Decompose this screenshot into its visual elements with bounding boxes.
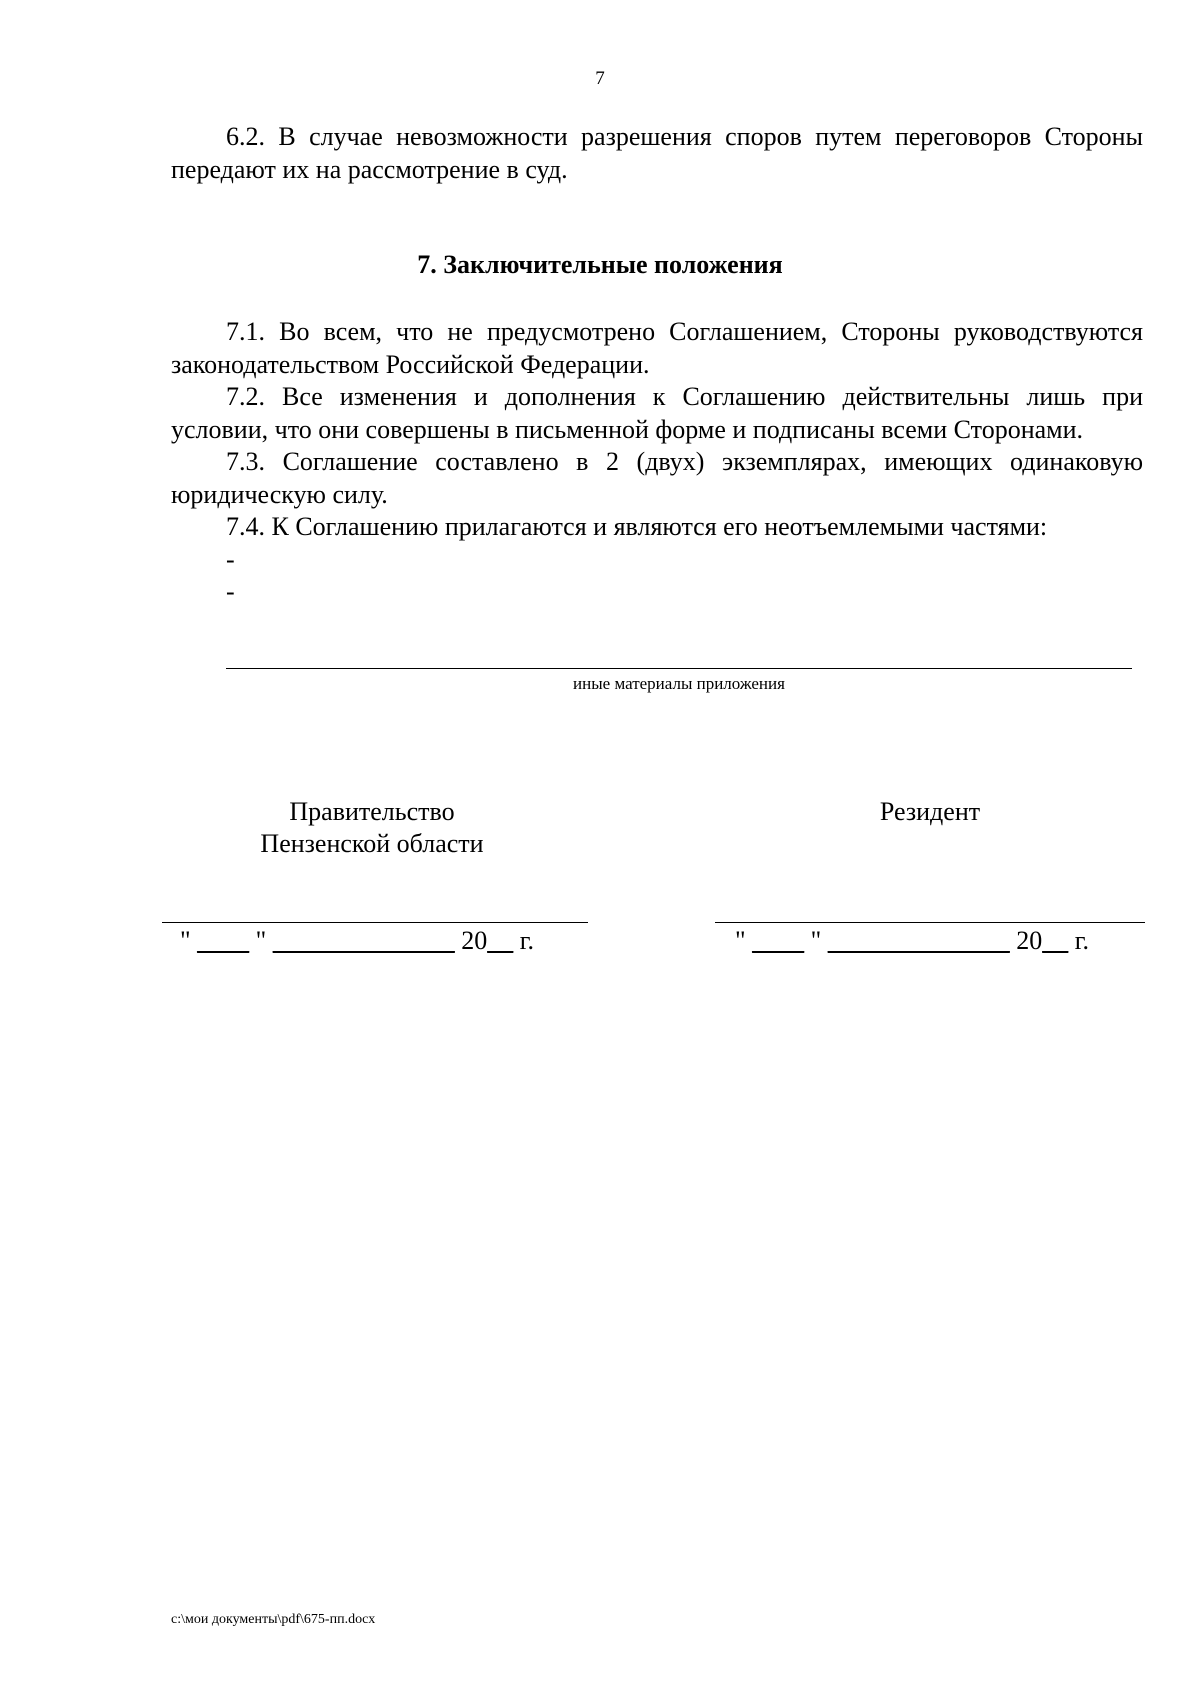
section-7-body xyxy=(171,316,1143,609)
clause-7-3: 7.3. Соглашение составлено в 2 (двух) экземплярах, имеющих одинаковую юридическую силу. xyxy=(171,447,1143,509)
date-month-blank: ______________ xyxy=(272,926,455,955)
party-government xyxy=(212,796,532,860)
date-year-prefix: 20 xyxy=(1016,926,1043,955)
attachment-dash-1: - xyxy=(226,544,235,574)
date-quote-open: " xyxy=(180,926,191,955)
party-government-line1: Правительство xyxy=(289,797,455,826)
clause-6-2-block xyxy=(171,121,1143,186)
date-quote-open: " xyxy=(735,926,746,955)
clause-7-1: 7.1. Во всем, что не предусмотрено Соглашением, Стороны руководствуются законодательством Российской Федерации. xyxy=(171,317,1143,379)
section-7-title: 7. Заключительные положения xyxy=(417,250,783,279)
clause-7-4: 7.4. К Соглашению прилагаются и являются его неотъемлемыми частями: xyxy=(226,512,1048,541)
signature-line-government xyxy=(162,922,588,923)
date-month-blank: ______________ xyxy=(827,926,1010,955)
date-quote-close: " xyxy=(255,926,267,955)
party-government-line2: Пензенской области xyxy=(260,829,484,858)
clause-7-2: 7.2. Все изменения и дополнения к Соглашению действительны лишь при условии, что они совершены в письменной форме и подписаны всеми Сторонами. xyxy=(171,382,1143,444)
date-quote-close: " xyxy=(810,926,822,955)
attachment-line xyxy=(226,668,1132,669)
page-number: 7 xyxy=(595,68,605,89)
date-year-prefix: 20 xyxy=(461,926,488,955)
party-resident-label: Резидент xyxy=(879,797,981,826)
date-day-blank: ____ xyxy=(197,926,250,955)
date-line-resident xyxy=(735,926,1089,956)
date-year-suffix: г. xyxy=(1074,926,1089,955)
date-year-suffix: г. xyxy=(519,926,534,955)
date-year-blank: __ xyxy=(1042,926,1069,955)
attachment-dash-2: - xyxy=(226,577,235,606)
attachment-caption: иные материалы приложения xyxy=(573,674,785,693)
clause-6-2: 6.2. В случае невозможности разрешения споров путем переговоров Стороны передают их на рассмотрение в суд. xyxy=(171,122,1143,184)
date-day-blank: ____ xyxy=(752,926,805,955)
signature-line-resident xyxy=(715,922,1145,923)
party-resident xyxy=(800,796,1060,828)
date-year-blank: __ xyxy=(487,926,514,955)
footer-file-path: c:\мои документы\pdf\675-пп.docx xyxy=(171,1612,376,1627)
date-line-government xyxy=(180,926,534,956)
